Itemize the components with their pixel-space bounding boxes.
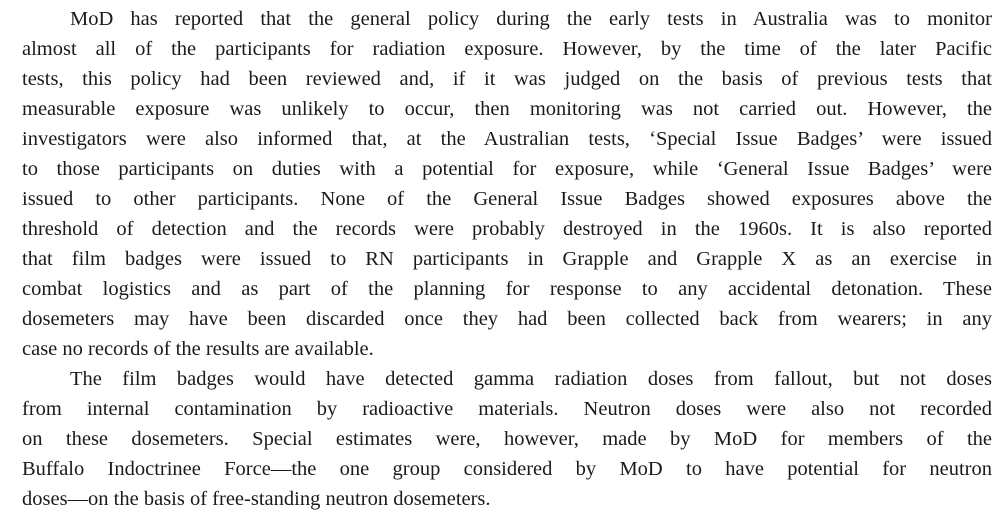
paragraph-1-line-7: issued to other participants. None of the General Issue Badges showed exposures above the [22, 188, 992, 210]
paragraph-1-line-6: to those participants on duties with a potential for exposure, while ‘General Issue Badges’ were [22, 158, 992, 180]
paragraph-1-line-11: dosemeters may have been discarded once they had been collected back from wearers; in any [22, 308, 992, 330]
paragraph-1 [22, 4, 992, 364]
paragraph-1-line-1: MoD has reported that the general policy during the early tests in Australia was to monitor [70, 8, 992, 30]
paragraph-1-line-2: almost all of the participants for radiation exposure. However, by the time of the later Pacific [22, 38, 992, 60]
paragraph-2-line-2: from internal contamination by radioactive materials. Neutron doses were also not recorded [22, 398, 992, 420]
paragraph-1-line-9: that film badges were issued to RN participants in Grapple and Grapple X as an exercise in [22, 248, 992, 270]
paragraph-1-line-5: investigators were also informed that, at the Australian tests, ‘Special Issue Badges’ were issued [22, 128, 992, 150]
paragraph-2-line-3: on these dosemeters. Special estimates were, however, made by MoD for members of the [22, 428, 992, 450]
paragraph-1-line-3: tests, this policy had been reviewed and, if it was judged on the basis of previous tests that [22, 68, 992, 90]
paragraph-2-line-4: Buffalo Indoctrinee Force—the one group considered by MoD to have potential for neutron [22, 458, 992, 480]
paragraph-2 [22, 364, 992, 514]
paragraph-2-line-5: doses—on the basis of free-standing neutron dosemeters. [22, 488, 491, 510]
paragraph-1-line-10: combat logistics and as part of the planning for response to any accidental detonation. These [22, 278, 992, 300]
paragraph-1-line-12: case no records of the results are available. [22, 338, 374, 360]
paragraph-1-line-4: measurable exposure was unlikely to occur, then monitoring was not carried out. However, the [22, 98, 992, 120]
paragraph-2-line-1: The film badges would have detected gamma radiation doses from fallout, but not doses [70, 368, 992, 390]
paragraph-1-line-8: threshold of detection and the records were probably destroyed in the 1960s. It is also reported [22, 218, 992, 240]
